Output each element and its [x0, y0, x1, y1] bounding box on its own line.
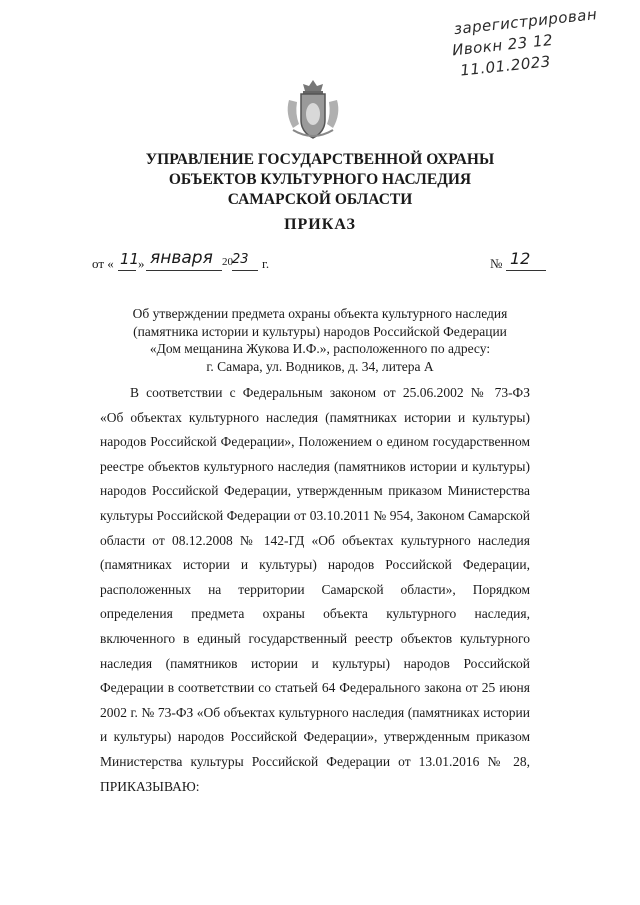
body-line: (памятниках истории и культуры) народов Российской Федерации, — [100, 557, 530, 573]
agency-line-2: ОБЪЕКТОВ КУЛЬТУРНОГО НАСЛЕДИЯ — [168, 171, 472, 188]
body-line: народов Российской Федерации», Положением о едином государственном — [100, 434, 530, 450]
body-line: Федерации в соответствии со статьей 64 Федерального закона от 25 июня — [100, 680, 530, 696]
month-underline — [146, 270, 222, 271]
agency-line-3: САМАРСКОЙ ОБЛАСТИ — [227, 191, 413, 208]
agency-name — [90, 150, 550, 210]
subject-line-1: Об утверждении предмета охраны объекта культурного наследия — [132, 306, 508, 321]
number-underline — [506, 270, 546, 271]
subject-line-3: «Дом мещанина Жукова И.Ф.», расположенного по адресу: — [149, 341, 491, 356]
body-line-order-verb: ПРИКАЗЫВАЮ: — [100, 778, 200, 794]
body-line: В соответствии с Федеральным законом от 25.06.2002 № 73-ФЗ — [130, 385, 530, 400]
order-month: января — [150, 248, 213, 268]
year-underline — [232, 270, 258, 271]
stamp-line-1: зарегистрирован — [453, 5, 598, 39]
order-year: 23 — [232, 252, 249, 267]
date-suffix: г. — [262, 256, 270, 271]
body-line: 2002 г. № 73-ФЗ «Об объектах культурного наследия (памятниках истории — [100, 704, 530, 720]
body-line: народов Российской Федерации, утвержденным приказом Министерства — [100, 483, 530, 499]
body-line: Министерства культуры Российской Федерации от 13.01.2016 № 28, — [100, 753, 530, 769]
date-quote-close: » — [138, 256, 145, 271]
order-body — [100, 381, 530, 799]
body-line: определения предмета охраны объекта культурного наследия, — [100, 606, 530, 622]
body-line: «Об объектах культурного наследия (памятниках истории и культуры) — [100, 409, 530, 425]
body-line: реестре объектов культурного наследия (памятников истории и культуры) — [100, 458, 530, 474]
registration-stamp — [445, 1, 631, 82]
body-line: культуры Российской Федерации от 03.10.2011 № 954, Законом Самарской — [100, 507, 530, 523]
body-line: наследия (памятников истории и культуры) народов Российской — [100, 655, 530, 671]
subject-line-4: г. Самара, ул. Водников, д. 34, литера А — [206, 358, 434, 374]
order-date-number-line — [92, 250, 548, 276]
stamp-line-3: 11.01.2023 — [459, 52, 552, 80]
body-line: и культуры) народов Российской Федерации», утвержденным приказом — [100, 729, 530, 745]
order-number: 12 — [510, 249, 531, 268]
order-subject — [110, 305, 530, 375]
body-line: включенного в единый государственный реестр объектов культурного — [100, 630, 530, 646]
order-title: ПРИКАЗ — [284, 216, 356, 233]
stamp-line-2: Ивокн 23 12 — [451, 30, 554, 60]
subject-line-2: (памятника истории и культуры) народов Российской Федерации — [133, 323, 507, 339]
order-day: 11 — [120, 250, 140, 268]
year-prefix: 20 — [222, 256, 233, 268]
body-line: области от 08.12.2008 № 142-ГД «Об объектах культурного наследия — [100, 532, 530, 548]
date-prefix: от « — [92, 256, 114, 271]
number-label: № — [490, 256, 503, 271]
agency-line-1: УПРАВЛЕНИЕ ГОСУДАРСТВЕННОЙ ОХРАНЫ — [145, 151, 495, 168]
body-line: расположенных на территории Самарской области», Порядком — [100, 581, 530, 597]
samara-coat-of-arms-icon — [283, 78, 343, 142]
day-underline — [118, 270, 136, 271]
